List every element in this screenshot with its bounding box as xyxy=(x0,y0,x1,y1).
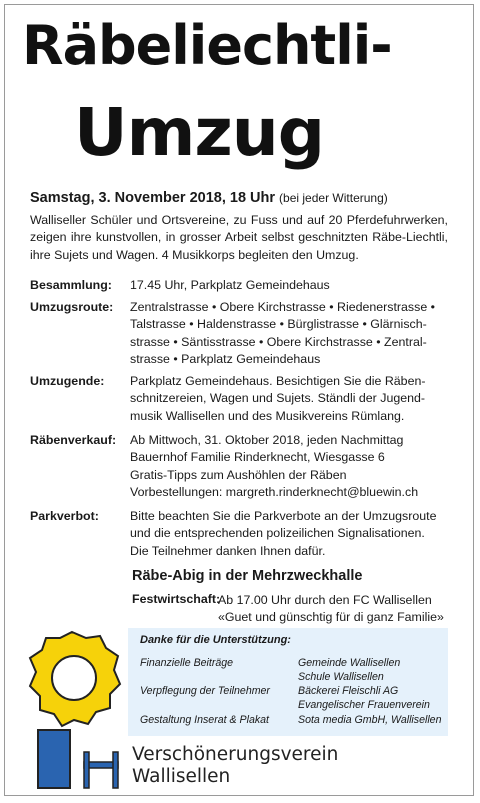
sponsor-category: Finanzielle Beiträge xyxy=(140,657,234,669)
detail-line: Vorbestellungen: margreth.rinderknecht@bluewin.ch xyxy=(130,484,419,499)
title-line-2: Umzug xyxy=(74,94,325,171)
detail-label: Umzugsroute: xyxy=(30,300,114,314)
sponsor-name: Sota media GmbH, Wallisellen xyxy=(298,714,442,726)
sponsor-box xyxy=(128,628,448,736)
detail-value xyxy=(130,508,448,560)
lantern-logo-icon xyxy=(26,630,122,790)
lantern-hole xyxy=(52,656,96,700)
sponsor-name: Schule Wallisellen xyxy=(298,671,384,683)
sponsor-category: Gestaltung Inserat & Plakat xyxy=(140,714,269,726)
detail-value xyxy=(130,373,448,425)
detail-row-besammlung xyxy=(30,277,450,295)
detail-line: 17.45 Uhr, Parkplatz Gemeindehaus xyxy=(130,278,330,292)
detail-line: und die entsprechenden polizeilichen Signalisationen. xyxy=(130,526,425,541)
festwirtschaft-line-2: «Guet und günschtig für di ganz Familie» xyxy=(218,610,444,624)
detail-line: Parkplatz Gemeindehaus. Besichtigen Sie die Räben- xyxy=(130,374,426,388)
detail-line: Talstrasse • Haldenstrasse • Bürglistrasse • Glärnisch- xyxy=(130,317,427,332)
sponsor-name: Evangelischer Frauenverein xyxy=(298,699,430,711)
detail-line: musik Wallisellen und des Musikvereins Rümlang. xyxy=(130,408,405,423)
festwirtschaft-label: Festwirtschaft: xyxy=(132,592,221,606)
detail-row-end xyxy=(30,373,450,426)
event-date xyxy=(30,190,388,206)
detail-line: Gratis-Tipps zum Aushöhlen der Räben xyxy=(130,467,347,482)
detail-line: strasse • Parkplatz Gemeindehaus xyxy=(130,351,321,366)
detail-line: Bitte beachten Sie die Parkverbote an der Umzugsroute xyxy=(130,509,437,523)
detail-line: Zentralstrasse • Obere Kirchstrasse • Riedenerstrasse • xyxy=(130,300,435,314)
event-heading: Räbe-Abig in der Mehrzweckhalle xyxy=(132,568,363,584)
detail-label: Besammlung: xyxy=(30,278,112,292)
festwirtschaft-value xyxy=(218,592,444,626)
detail-line: strasse • Säntisstrasse • Obere Kirchstrasse • Zentral- xyxy=(130,334,427,349)
sponsor-category: Verpflegung der Teilnehmer xyxy=(140,685,270,697)
detail-row-sale xyxy=(30,432,450,502)
detail-line: schnitzereien, Wagen und Sujets. Ständli der Jugend- xyxy=(130,391,426,406)
bench-leg-left xyxy=(84,752,89,788)
detail-line: Die Teilnehmer danken Ihnen dafür. xyxy=(130,543,326,558)
detail-label: Räbenverkauf: xyxy=(30,433,117,447)
lantern-post xyxy=(38,730,70,788)
detail-value xyxy=(130,277,448,294)
detail-row-parking xyxy=(30,508,450,561)
title-line-1: Räbeliechtli- xyxy=(22,14,392,77)
event-date-main: Samstag, 3. November 2018, 18 Uhr xyxy=(30,190,276,206)
detail-value xyxy=(130,299,448,368)
intro-text: Walliseller Schüler und Ortsvereine, zu Fuss und auf 20 Pferdefuhrwerken, zeigen ihre kunstvollen, in grosser Arbeit selbst geschnitzten Räbe-Liechtli, ihre Sujets und Wagen. 4 Musikkorps begleiten den Umzug. xyxy=(30,213,448,262)
sponsor-name: Gemeinde Wallisellen xyxy=(298,657,401,669)
weather-note: (bei jeder Witterung) xyxy=(279,191,388,205)
detail-value xyxy=(130,432,448,501)
detail-row-route xyxy=(30,299,450,369)
detail-label: Parkverbot: xyxy=(30,509,99,523)
sponsor-name: Bäckerei Fleischli AG xyxy=(298,685,399,697)
org-name-line-1: Verschönerungsverein xyxy=(132,744,339,765)
bench-leg-right xyxy=(113,752,118,788)
detail-line: Bauernhof Familie Rinderknecht, Wiesgasse 6 xyxy=(130,450,385,465)
sponsor-heading: Danke für die Unterstützung: xyxy=(140,634,291,646)
detail-label: Umzugende: xyxy=(30,374,105,388)
festwirtschaft-line-1: Ab 17.00 Uhr durch den FC Wallisellen xyxy=(218,593,432,607)
detail-line: Ab Mittwoch, 31. Oktober 2018, jeden Nachmittag xyxy=(130,433,404,447)
org-name-line-2: Wallisellen xyxy=(132,766,231,787)
